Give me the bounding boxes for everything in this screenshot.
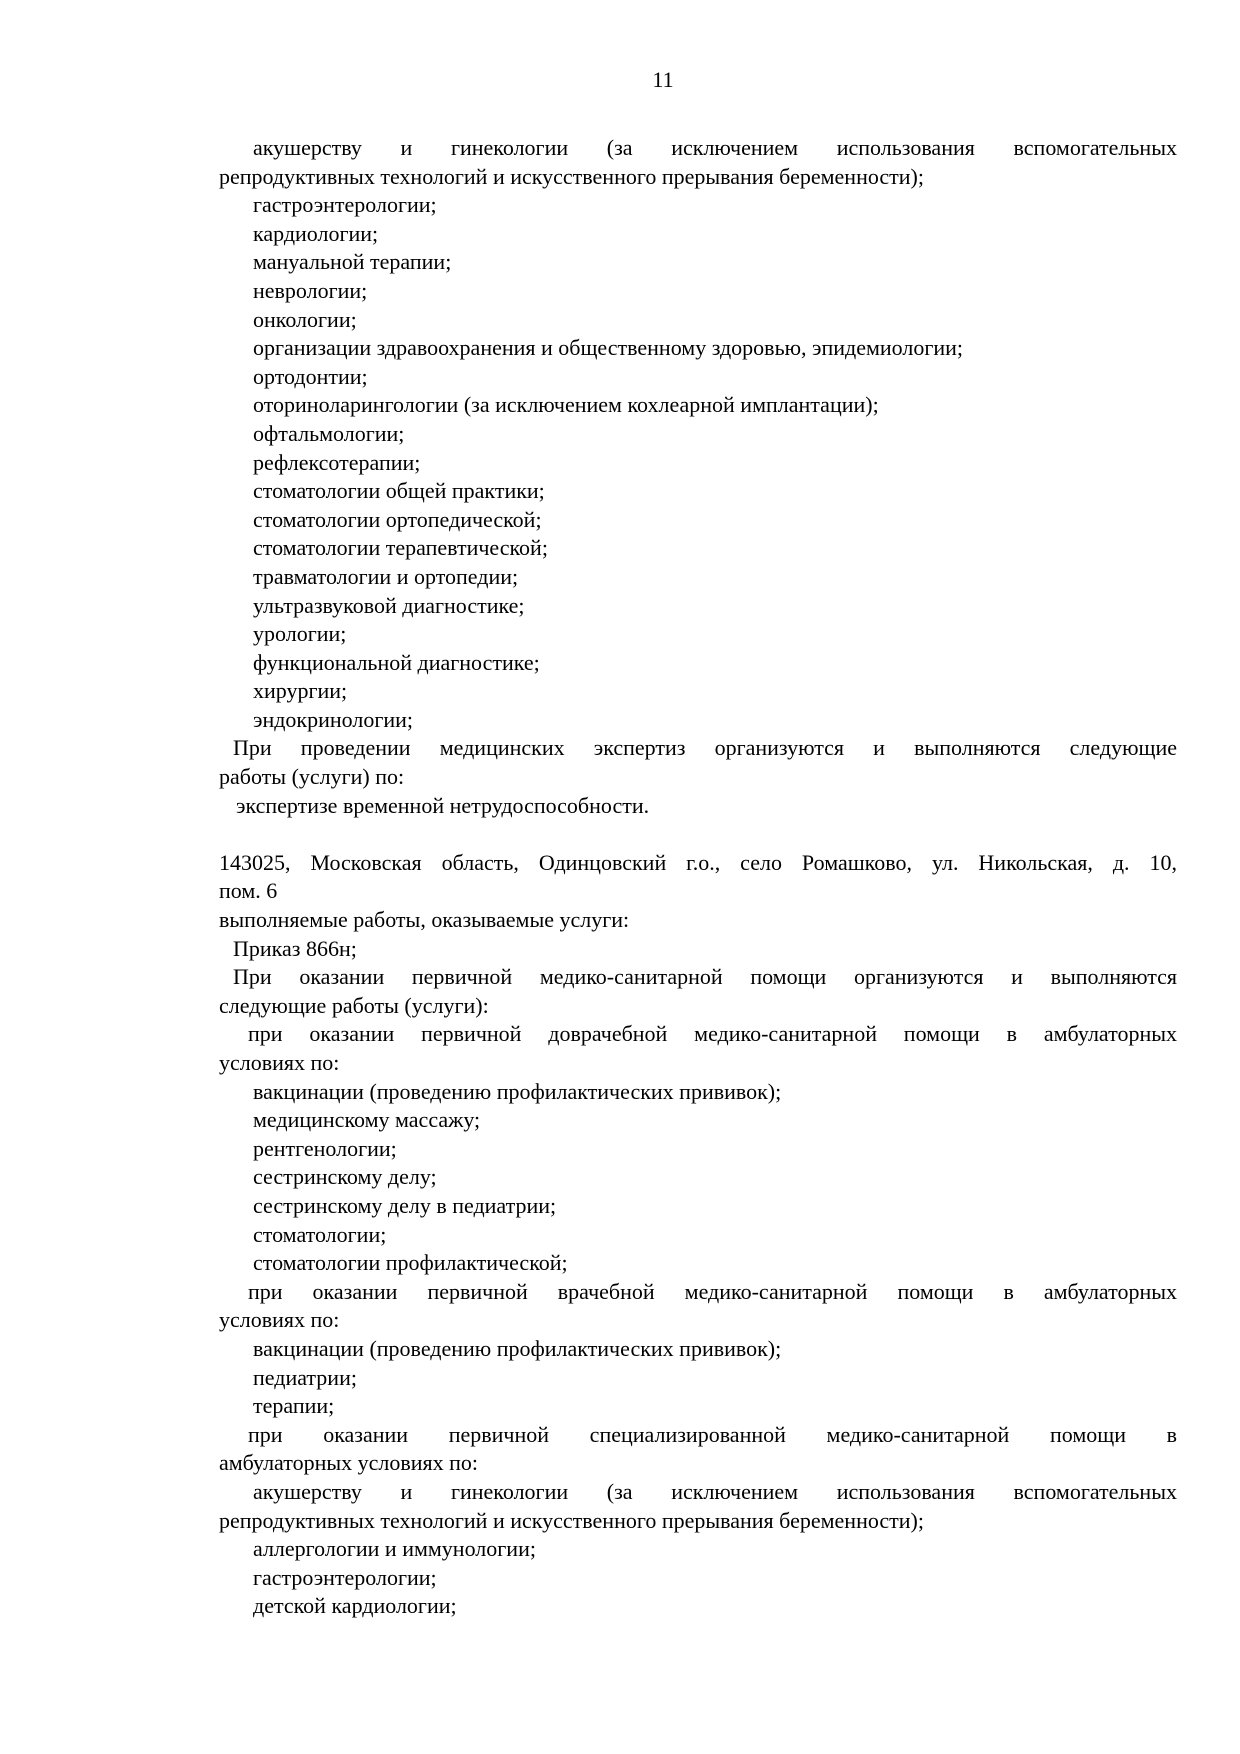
text-line: выполняемые работы, оказываемые услуги: bbox=[219, 907, 630, 933]
text-line: стоматологии терапевтической; bbox=[253, 535, 548, 561]
text-line: онкологии; bbox=[253, 306, 357, 332]
text-line: стоматологии; bbox=[253, 1221, 387, 1247]
text-line: мануальной терапии; bbox=[253, 249, 452, 275]
text-line: условиях по: bbox=[219, 1050, 340, 1075]
text-line: оториноларингологии (за исключением кохлеарной имплантации); bbox=[253, 392, 879, 418]
text-line: офтальмологии; bbox=[253, 420, 405, 446]
text-line: ортодонтии; bbox=[253, 363, 368, 389]
text-line: детской кардиологии; bbox=[253, 1593, 457, 1619]
text-line: стоматологии профилактической; bbox=[253, 1250, 568, 1276]
text-line: урологии; bbox=[253, 621, 347, 647]
text-line: стоматологии ортопедической; bbox=[253, 506, 542, 532]
text-line: сестринскому делу; bbox=[253, 1164, 437, 1190]
text-line: работы (услуги) по: bbox=[219, 764, 405, 790]
text-line: гастроэнтерологии; bbox=[253, 192, 437, 218]
text-line: при оказании первичной доврачебной медико-санитарной помощи в амбулаторных bbox=[248, 1021, 1177, 1047]
text-line: при оказании первичной специализированной медико-санитарной помощи в bbox=[248, 1421, 1177, 1447]
text-line: При оказании первичной медико-санитарной помощи организуются и выполняются bbox=[233, 964, 1177, 990]
text-line: репродуктивных технологий и искусственного прерывания беременности); bbox=[219, 163, 924, 189]
text-line bbox=[219, 820, 1177, 849]
document-body bbox=[219, 134, 1177, 1621]
text-line: медицинскому массажу; bbox=[253, 1107, 481, 1133]
text-line: кардиологии; bbox=[253, 220, 379, 246]
text-line: репродуктивных технологий и искусственного прерывания беременности); bbox=[219, 1507, 924, 1533]
text-line: неврологии; bbox=[253, 277, 368, 303]
text-line: функциональной диагностике; bbox=[253, 649, 540, 675]
text-line: При проведении медицинских экспертиз организуются и выполняются следующие bbox=[233, 735, 1177, 761]
text-line: следующие работы (услуги): bbox=[219, 992, 489, 1018]
text-line: акушерству и гинекологии (за исключением использования вспомогательных bbox=[253, 135, 1177, 160]
text-line: амбулаторных условиях по: bbox=[219, 1450, 479, 1476]
text-line: аллергологии и иммунологии; bbox=[253, 1536, 536, 1562]
text-line: ультразвуковой диагностике; bbox=[253, 592, 525, 618]
text-line: Приказ 866н; bbox=[233, 935, 357, 961]
text-line: гастроэнтерологии; bbox=[253, 1564, 437, 1590]
text-line: 143025, Московская область, Одинцовский г.о., село Ромашково, ул. Никольская, д. 10, bbox=[219, 849, 1177, 875]
text-line: терапии; bbox=[253, 1393, 335, 1419]
text-line: эндокринологии; bbox=[253, 706, 414, 732]
text-line: педиатрии; bbox=[253, 1364, 357, 1390]
text-line: при оказании первичной врачебной медико-санитарной помощи в амбулаторных bbox=[248, 1278, 1177, 1304]
text-line: стоматологии общей практики; bbox=[253, 478, 545, 504]
text-line: вакцинации (проведению профилактических прививок); bbox=[253, 1335, 782, 1361]
text-line: сестринскому делу в педиатрии; bbox=[253, 1192, 557, 1218]
text-line: акушерству и гинекологии (за исключением использования вспомогательных bbox=[253, 1478, 1177, 1504]
text-line: условиях по: bbox=[219, 1307, 340, 1333]
text-line: вакцинации (проведению профилактических прививок); bbox=[253, 1078, 782, 1104]
text-line: хирургии; bbox=[253, 678, 348, 704]
text-line: травматологии и ортопедии; bbox=[253, 563, 519, 589]
text-line: организации здравоохранения и общественному здоровью, эпидемиологии; bbox=[253, 335, 964, 361]
text-line: рефлексотерапии; bbox=[253, 449, 421, 475]
text-line: экспертизе временной нетрудоспособности. bbox=[236, 792, 650, 818]
page-number: 11 bbox=[652, 67, 674, 92]
text-line: рентгенологии; bbox=[253, 1135, 397, 1161]
text-line: пом. 6 bbox=[219, 878, 278, 904]
